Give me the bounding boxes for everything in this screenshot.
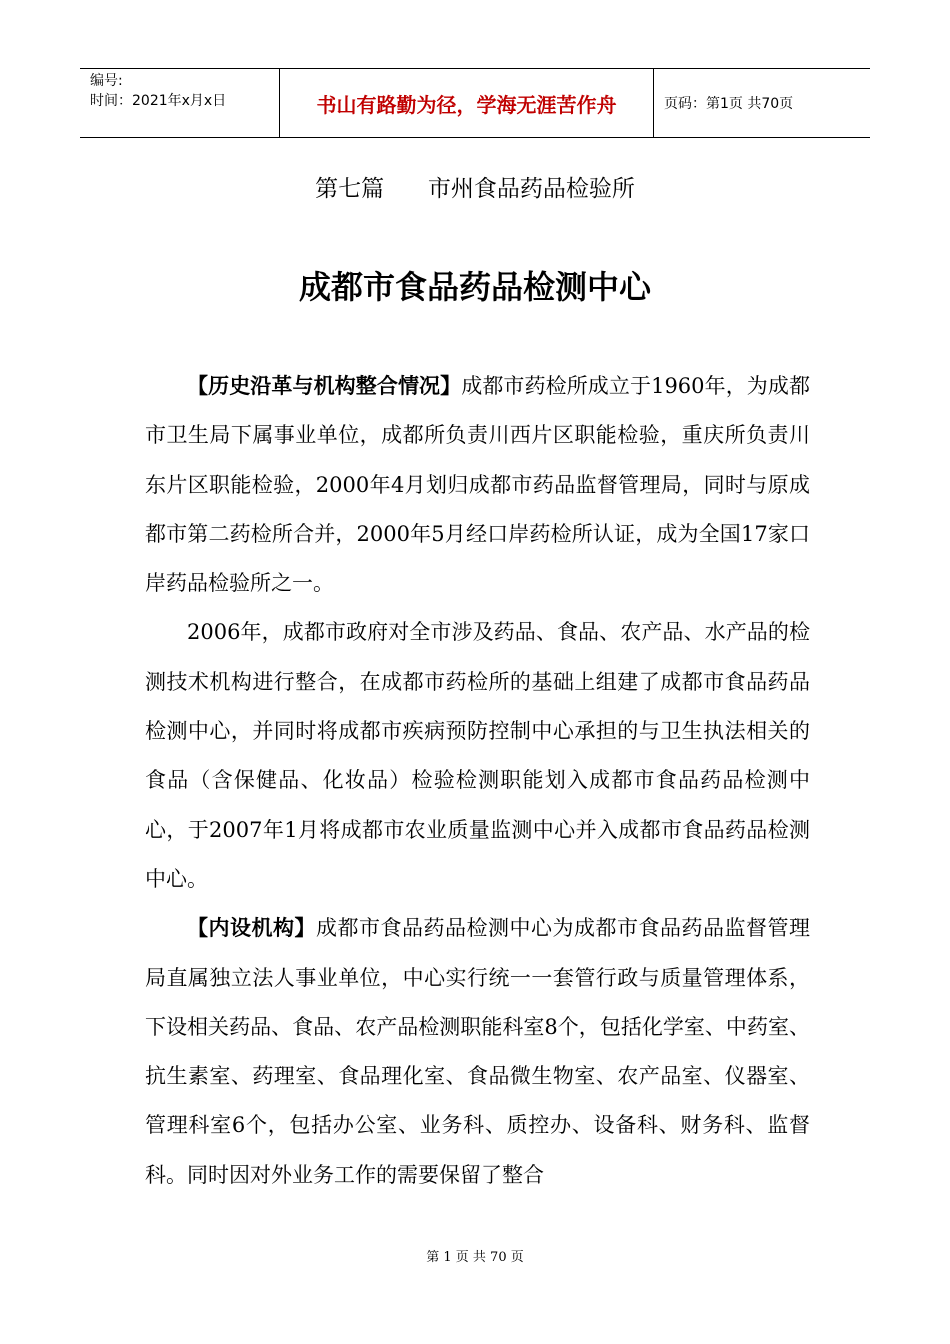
header-meta-cell (80, 69, 280, 137)
header-motto: 书山有路勤为径，学海无涯苦作舟 (280, 69, 654, 137)
main-title: 成都市食品药品检测中心 (298, 268, 651, 306)
document-body (145, 362, 810, 1200)
history-paragraph (145, 362, 810, 608)
header-time-label: 时间：2021年x月x日 (90, 93, 227, 109)
header-number-label: 编号: (90, 73, 123, 89)
history-text: 成都市药检所成立于1960年，为成都市卫生局下属事业单位，成都所负责川西片区职能检验，重庆所负责川东片区职能检验，2000年4月划归成都市药品监督管理局，同时与原成都市第二药检所合并，2000年5月经口岸药检所认证，成为全国17家口岸药品检验所之一。 (145, 374, 810, 596)
integration-paragraph: 2006年，成都市政府对全市涉及药品、食品、农产品、水产品的检测技术机构进行整合，在成都市药检所的基础上组建了成都市食品药品检测中心，并同时将成都市疾病预防控制中心承担的与卫生执法相关的食品（含保健品、化妆品）检验检测职能划入成都市食品药品检测中心，于2007年1月将成都市农业质量监测中心并入成都市食品药品检测中心。 (145, 620, 810, 891)
page-footer: 第 1 页 共 70 页 (426, 1250, 524, 1265)
history-section-label: 【历史沿革与机构整合情况】 (187, 374, 462, 398)
part-title: 第七篇 市州食品药品检验所 (315, 176, 635, 202)
internal-section-label: 【内设机构】 (187, 916, 316, 941)
header-page-info: 页码：第1页 共70页 (664, 96, 794, 112)
internal-paragraph (145, 904, 810, 1200)
internal-text: 成都市食品药品检测中心为成都市食品药品监督管理局直属独立法人事业单位，中心实行统一一套管行政与质量管理体系，下设相关药品、食品、农产品检测职能科室8个，包括化学室、中药室、抗生素室、药理室、食品理化室、食品微生物室、农产品室、仪器室、管理科室6个，包括办公室、业务科、质控办、设备科、财务科、监督科。同时因对外业务工作的需要保留了整合 (145, 916, 810, 1187)
page-header (80, 68, 870, 138)
